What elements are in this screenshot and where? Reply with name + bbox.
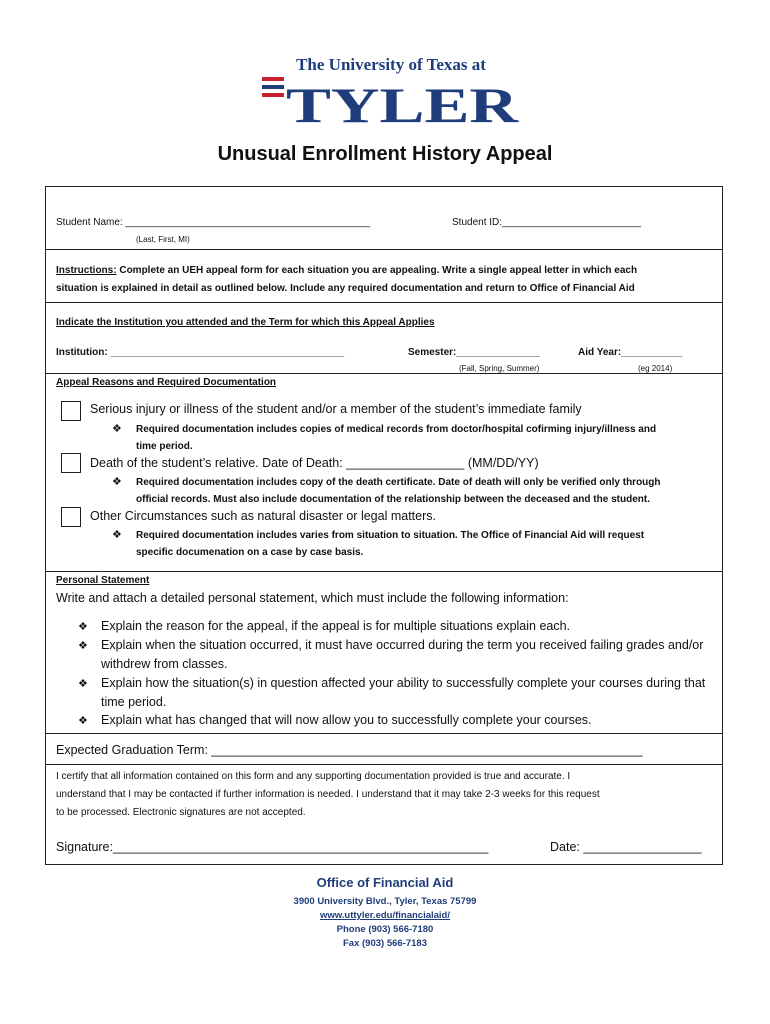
reason-doc-injury-1: Required documentation includes copies of medical records from doctor/hospital cofirming injury/illness and [136, 424, 657, 435]
diamond-bullet-icon: ❖ [78, 640, 88, 652]
semester-field[interactable]: Semester:_______________ [408, 347, 540, 358]
logo-line1: The University of Texas at [296, 55, 486, 74]
statement-intro: Write and attach a detailed personal statement, which must include the following information: [56, 591, 569, 605]
divider [46, 571, 722, 572]
diamond-bullet-icon: ❖ [78, 621, 88, 633]
statement-bullet-3b: time period. [101, 695, 167, 709]
institution-heading: Indicate the Institution you attended and the Term for which this Appeal Applies [56, 317, 435, 328]
date-field[interactable]: Date: _________________ [550, 840, 702, 854]
certify-line3: to be processed. Electronic signatures are not accepted. [56, 807, 306, 818]
divider [46, 249, 722, 250]
footer-website-wrap [0, 910, 770, 921]
reason-title-injury: Serious injury or illness of the student and/or a member of the student’s immediate family [90, 402, 582, 416]
diamond-bullet-icon: ❖ [78, 678, 88, 690]
statement-bullet-1: Explain the reason for the appeal, if the appeal is for multiple situations explain each. [101, 619, 571, 633]
divider [46, 302, 722, 303]
statement-heading: Personal Statement [56, 575, 150, 586]
reason-title-other: Other Circumstances such as natural disaster or legal matters. [90, 509, 436, 523]
instructions-line2: situation is explained in detail as outlined below. Include any required documentation and return to Office of Financial Aid [56, 283, 635, 294]
student-name-field[interactable]: Student Name: ____________________________________________ [56, 217, 371, 228]
reason-doc-death-2: official records. Must also include documentation of the relationship between the deceased and the student. [136, 494, 650, 505]
diamond-bullet-icon: ❖ [78, 715, 88, 727]
appeal-form [45, 186, 723, 865]
instructions-label: Instructions: [56, 265, 117, 276]
diamond-bullet-icon: ❖ [112, 423, 122, 435]
footer-fax: Fax (903) 566-7183 [343, 938, 427, 949]
certify-line1: I certify that all information contained on this form and any supporting documentation provided is true and accurate. I [56, 771, 571, 782]
signature-field[interactable]: Signature:______________________________________________________ [56, 840, 489, 854]
divider [46, 764, 722, 765]
semester-hint: (Fall, Spring, Summer) [459, 364, 540, 373]
diamond-bullet-icon: ❖ [112, 476, 122, 488]
logo-graphic [262, 54, 520, 126]
reason-checkbox-other[interactable] [61, 507, 81, 527]
reasons-heading: Appeal Reasons and Required Documentation [56, 377, 277, 388]
footer-website-link[interactable]: www.uttyler.edu/financialaid/ [319, 910, 451, 921]
certify-line2: understand that I may be contacted if further information is needed. I understand that it may take 2-3 weeks for this request [56, 789, 600, 800]
statement-bullet-4: Explain what has changed that will now allow you to successfully complete your courses. [101, 713, 592, 727]
reason-title-death[interactable]: Death of the student’s relative. Date of Death: _________________ (MM/DD/YY) [90, 456, 539, 470]
footer-phone: Phone (903) 566-7180 [336, 924, 434, 935]
statement-bullet-3a: Explain how the situation(s) in question affected your ability to successfully complete your courses during that [101, 676, 706, 690]
graduation-term-field[interactable]: Expected Graduation Term: ______________________________________________________________ [56, 743, 643, 757]
institution-field[interactable]: Institution: __________________________________________ [56, 347, 345, 358]
reason-checkbox-injury[interactable] [61, 401, 81, 421]
aid-year-field[interactable]: Aid Year:___________ [578, 347, 683, 358]
diamond-bullet-icon: ❖ [112, 529, 122, 541]
statement-bullet-2b: withdrew from classes. [101, 657, 228, 671]
university-logo [262, 54, 520, 126]
aid-year-hint: (eg 2014) [638, 364, 673, 373]
reason-doc-death-1: Required documentation includes copy of the death certificate. Date of death will only be verified only through [136, 477, 661, 488]
footer-address: 3900 University Blvd., Tyler, Texas 75799 [293, 896, 477, 907]
reason-doc-injury-2: time period. [136, 441, 193, 452]
divider [46, 733, 722, 734]
instructions [56, 265, 637, 276]
form-title: Unusual Enrollment History Appeal [217, 143, 553, 165]
student-name-hint: (Last, First, MI) [136, 235, 190, 244]
footer-office: Office of Financial Aid [316, 875, 454, 890]
divider [46, 373, 722, 374]
reason-doc-other-1: Required documentation includes varies from situation to situation. The Office of Financial Aid will request [136, 530, 645, 541]
instructions-line1: Complete an UEH appeal form for each situation you are appealing. Write a single appeal letter in which each [116, 265, 638, 276]
statement-bullet-2a: Explain when the situation occurred, it must have occurred during the term you received failing grades and/or [101, 638, 704, 652]
reason-doc-other-2: specific documenation on a case by case basis. [136, 547, 364, 558]
reason-checkbox-death[interactable] [61, 453, 81, 473]
student-id-field[interactable]: Student ID:_________________________ [452, 217, 642, 228]
logo-line2: TYLER [286, 77, 520, 126]
